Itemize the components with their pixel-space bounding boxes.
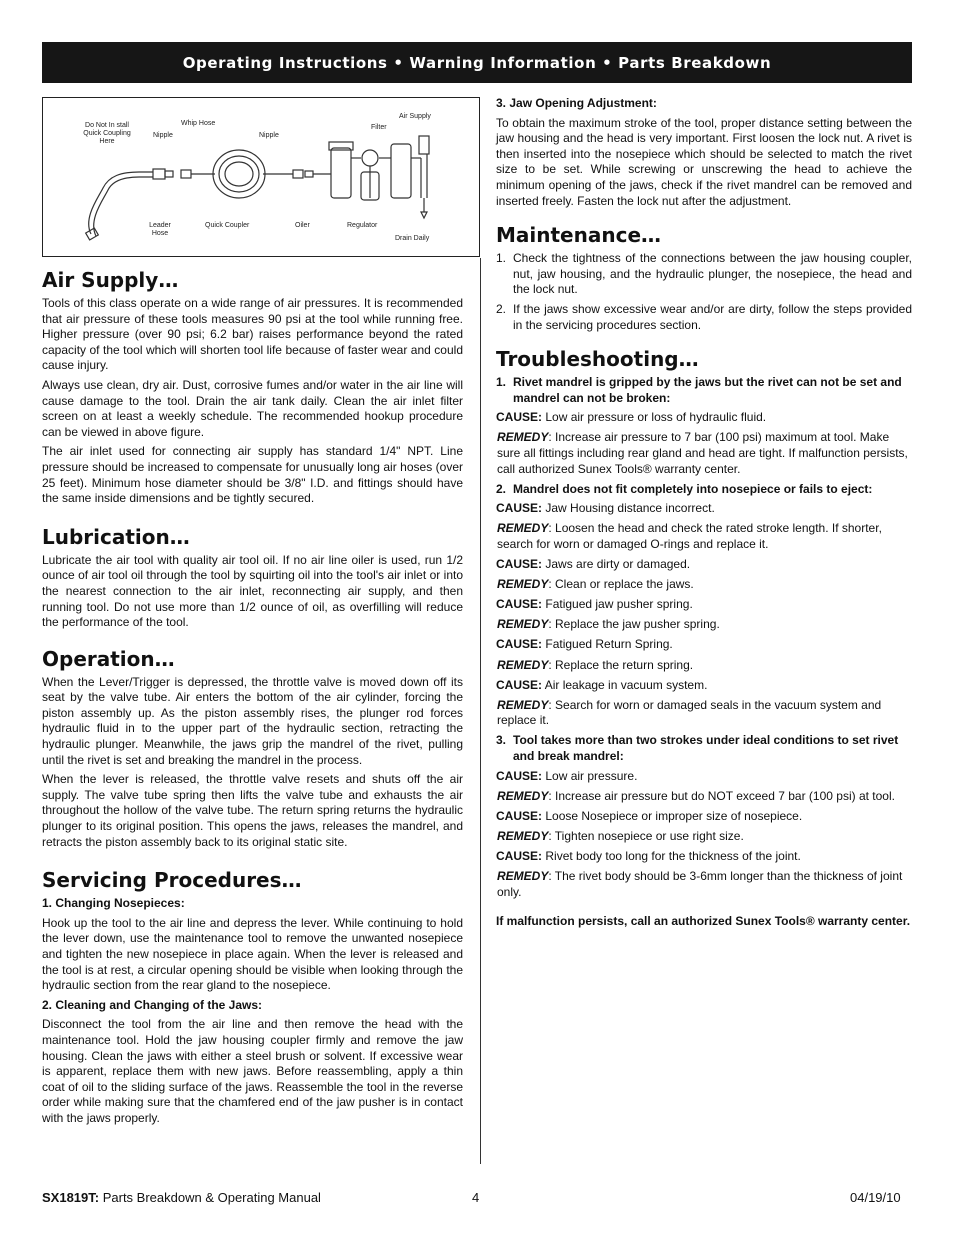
operation-p1: When the Lever/Trigger is depressed, the throttle valve is moved down off its seat by the valve tube. Air enters the bottom of the air cylinder, forcing the piston assembly up. As the piston assembly rises, the plunger rod forces hydraulic fluid in to the upper part of the hydraulic section, retracting the hydraulic plunger. Meanwhile, the jaws grip the mandrel of the rivet, pulling until the rivet is set and breaking the mandrel in the process. bbox=[42, 674, 463, 767]
troubleshooting-title: Troubleshooting… bbox=[496, 347, 699, 372]
troubleshooting-remedy: REMEDY: Increase air pressure but do NOT exceed 7 bar (100 psi) at tool. bbox=[497, 788, 895, 803]
troubleshooting-cause: CAUSE: Jaws are dirty or damaged. bbox=[496, 557, 691, 572]
right-column bbox=[496, 96, 912, 930]
operation-title: Operation… bbox=[42, 646, 175, 671]
servicing-p2: Disconnect the tool from the air line and then remove the head with the maintenance tool. Hold the jaw housing coupler firmly and remove the jaw housing. Clean the jaws with either a steel brush or solvent. If excessive wear is apparent, replace them with new jaws. Before reassembling, apply a thin coat of oil to the sliding surface of the jaws. Reassemble the tool in the reverse order while making sure that the chamfered end of the jaw pusher is in contact with the jaws properly. bbox=[42, 1017, 463, 1125]
label-oiler: Oiler bbox=[295, 222, 310, 229]
troubleshooting-cause: CAUSE: Rivet body too long for the thickness of the joint. bbox=[496, 848, 801, 863]
label-air-supply: Air Supply bbox=[399, 113, 431, 120]
label-drain-daily: Drain Daily bbox=[395, 235, 430, 242]
air-supply-p3: The air inlet used for connecting air supply has standard 1/4" NPT. Line pressure should be increased to compensate for unusually long air hoses (over 25 feet). Minimum hose diameter should be 3/8" I.D. and fittings should have the same inside dimensions and be tightly secured. bbox=[42, 444, 463, 506]
lubrication-p1: Lubricate the air tool with quality air tool oil. If no air line oiler is used, run 1/2 ounce of air tool oil through the tool by squirting oil into the tool's air inlet or into the nearest connection to the air inlet, reconnecting air supply, and then running tool. Do not use more than 1/2 ounce of oil, as overfilling will reduce the performance of the tool. bbox=[42, 552, 463, 630]
lubrication-title: Lubrication… bbox=[42, 524, 190, 549]
troubleshooting-remedy: REMEDY: Increase air pressure to 7 bar (100 psi) maximum at tool. Make sure all fittings including rear gland and head are tight. If malfunction persists, call authorized Sunex Tools® warranty center. bbox=[497, 430, 908, 476]
footer-doc bbox=[42, 1190, 321, 1205]
troubleshooting-problem: 3. Tool takes more than two strokes under ideal conditions to set rivet and break mandrel: bbox=[496, 733, 899, 763]
footer-model: SX1819T: bbox=[42, 1190, 100, 1205]
troubleshooting-remedy: REMEDY: Replace the return spring. bbox=[497, 657, 694, 672]
troubleshooting-remedy: REMEDY: Tighten nosepiece or use right size. bbox=[497, 828, 744, 843]
footer-doc-title: Parts Breakdown & Operating Manual bbox=[102, 1190, 321, 1205]
label-nipple-left: Nipple bbox=[153, 132, 173, 139]
column-divider bbox=[480, 258, 481, 1164]
servicing-p1: Hook up the tool to the air line and depress the lever. While continuing to hold the lever down, use the maintenance tool to remove the unwanted nosepiece and tighten the new nosepiece in place again. When the lever is released and the tool is at rest, a circular opening should be visible when looking through the hydraulic section from the rear gland to the nosepiece. bbox=[42, 915, 463, 993]
maintenance-item: 1. Check the tightness of the connections between the jaw housing coupler, nut, jaw housing, and the hydraulic plunger, the nosepiece, the head and the lock nut. bbox=[496, 251, 912, 297]
troubleshooting-cause: CAUSE: Loose Nosepiece or improper size of nosepiece. bbox=[496, 808, 803, 823]
label-quick-coupler: Quick Coupler bbox=[205, 222, 250, 229]
troubleshooting-remedy: REMEDY: Search for worn or damaged seals in the vacuum system and replace it. bbox=[497, 697, 882, 728]
air-supply-p2: Always use clean, dry air. Dust, corrosive fumes and/or water in the air line will cause damage to the tool. Drain the air tank daily. Clean the air inlet filter screen on at least a weekly schedule. The recommended hookup procedure can be viewed in above figure. bbox=[42, 377, 463, 439]
troubleshooting-remedy: REMEDY: Loosen the head and check the rated stroke length. If shorter, search for worn or damaged O-rings and replace it. bbox=[497, 521, 882, 551]
troubleshooting-cause: CAUSE: Low air pressure. bbox=[496, 768, 638, 783]
maintenance-item: 2. If the jaws show excessive wear and/or are dirty, follow the steps provided in the servicing procedures section. bbox=[496, 301, 912, 332]
label-whip-hose: Whip Hose bbox=[181, 120, 216, 127]
troubleshooting-remedy: REMEDY: Replace the jaw pusher spring. bbox=[497, 617, 720, 632]
troubleshooting-problem: 1. Rivet mandrel is gripped by the jaws but the rivet can not be set and mandrel can not be broken: bbox=[496, 375, 902, 405]
troubleshooting-cause: CAUSE: Air leakage in vacuum system. bbox=[496, 677, 708, 692]
troubleshooting-remedy: REMEDY: The rivet body should be 3-6mm longer than the thickness of joint only. bbox=[497, 869, 903, 899]
servicing-sub1: 1. Changing Nosepieces: bbox=[42, 896, 185, 911]
troubleshooting-cause: CAUSE: Fatigued jaw pusher spring. bbox=[496, 597, 693, 612]
troubleshooting-cause: CAUSE: Low air pressure or loss of hydraulic fluid. bbox=[496, 410, 767, 425]
operation-p2: When the lever is released, the throttle valve resets and shuts off the air supply. The valve tube spring then lifts the valve tube and exhausts the air throughout the hollow of the valve tube. The return spring returns the hydraulic plunger to its original position. This opens the jaws, releases the mandrel, and retracts the piston assembly back to its original static site. bbox=[42, 772, 463, 849]
servicing-sub2: 2. Cleaning and Changing of the Jaws: bbox=[42, 997, 263, 1012]
troubleshooting-list bbox=[496, 375, 912, 900]
label-regulator: Regulator bbox=[347, 222, 378, 229]
troubleshooting-remedy: REMEDY: Clean or replace the jaws. bbox=[497, 577, 694, 592]
troubleshooting-cause: CAUSE: Fatigued Return Spring. bbox=[496, 637, 673, 652]
servicing-title: Servicing Procedures… bbox=[42, 868, 302, 893]
troubleshooting-footer-note: If malfunction persists, call an authorized Sunex Tools® warranty center. bbox=[496, 914, 911, 929]
servicing-sub3: 3. Jaw Opening Adjustment: bbox=[496, 96, 657, 110]
label-nipple-right: Nipple bbox=[259, 132, 279, 139]
label-filter: Filter bbox=[371, 124, 387, 131]
footer-date: 04/19/10 bbox=[850, 1190, 901, 1205]
troubleshooting-problem: 2. Mandrel does not fit completely into nosepiece or fails to eject: bbox=[496, 481, 873, 496]
footer-page: 4 bbox=[472, 1190, 480, 1205]
header-banner: Operating Instructions • Warning Information • Parts Breakdown bbox=[42, 42, 912, 83]
label-do-not-install: Do Not In stall Quick Coupling Here bbox=[83, 122, 131, 145]
maintenance-title: Maintenance… bbox=[496, 223, 662, 248]
air-supply-title: Air Supply… bbox=[42, 268, 179, 292]
air-hookup-figure bbox=[42, 97, 480, 257]
label-leader-hose: Leader Hose bbox=[149, 222, 171, 237]
left-column bbox=[42, 268, 463, 1131]
maintenance-list bbox=[496, 251, 912, 333]
air-supply-p1: Tools of this class operate on a wide range of air pressures. It is recommended that air pressure of these tools measures 90 psi at the tool while running free. Higher pressure (over 90 psi; 6.2 bar) raises performance beyond the rated capacity of the tool which will shorten tool life because of faster wear and could cause injury. bbox=[42, 296, 463, 373]
servicing-p3: To obtain the maximum stroke of the tool, proper distance setting between the jaw housing and the head is very important. First loosen the lock nut. A rivet is then inserted into the nosepiece which should be selected to match the rivet size to be set. While screwing or unscrewing the head to achieve the minimum opening of the jaws, check if the rivet mandrel can be removed and inserted freely. Fasten the lock nut after the adjustment. bbox=[496, 115, 912, 208]
troubleshooting-cause: CAUSE: Jaw Housing distance incorrect. bbox=[496, 501, 715, 516]
